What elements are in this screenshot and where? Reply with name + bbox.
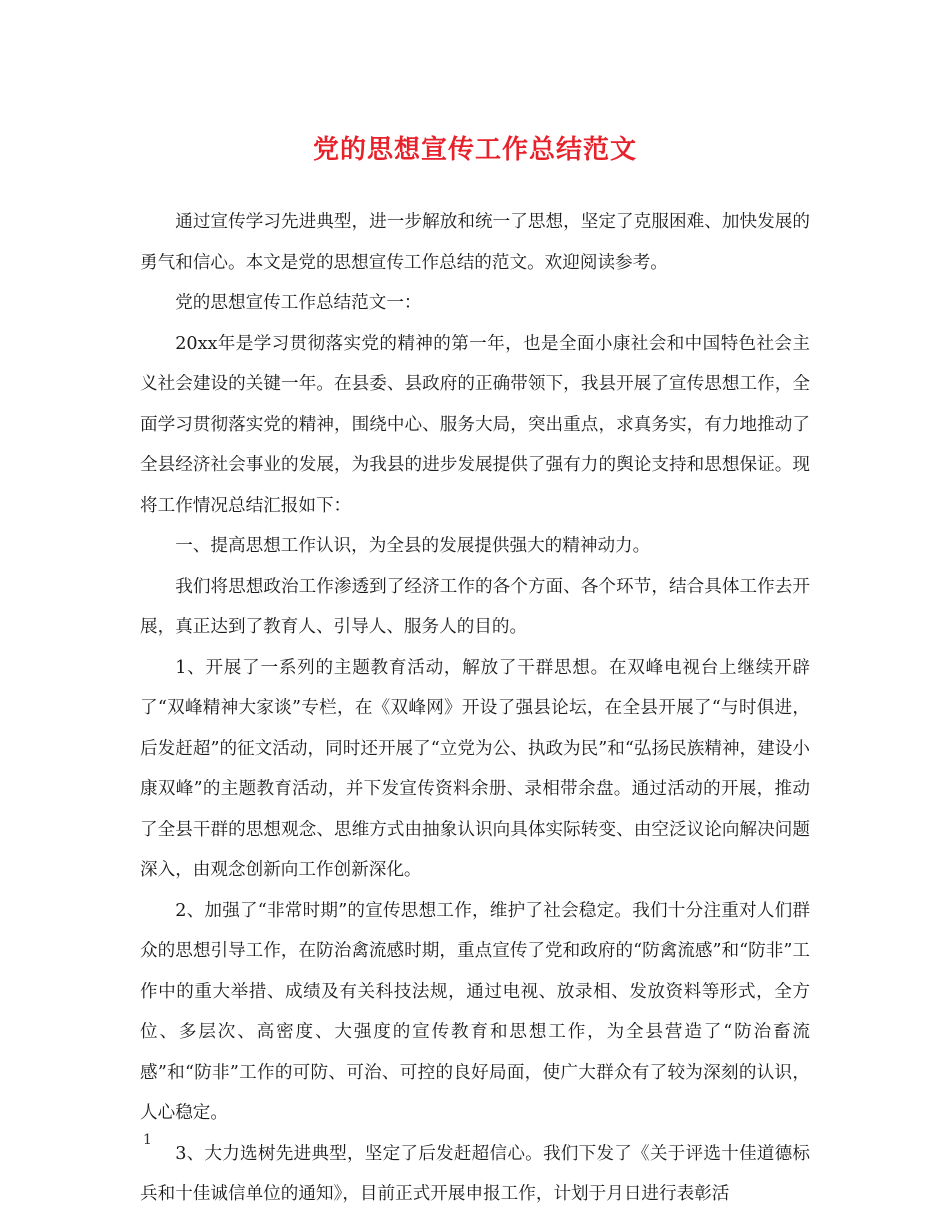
paragraph-item-3: 3、大力选树先进典型，坚定了后发赶超信心。我们下发了《关于评选十佳道德标兵和十佳诚信单位的通知》，目前正式开展申报工作，计划于月日进行表彰活 bbox=[140, 1143, 810, 1204]
document-body bbox=[140, 202, 810, 1215]
paragraph-section-heading: 党的思想宣传工作总结范文一： bbox=[175, 293, 422, 313]
paragraph-intro: 通过宣传学习先进典型，进一步解放和统一了思想，坚定了克服困难、加快发展的勇气和信心。本文是党的思想宣传工作总结的范文。欢迎阅读参考。 bbox=[140, 212, 810, 273]
paragraph-heading-one: 一、提高思想工作认识，为全县的发展提供强大的精神动力。 bbox=[175, 536, 651, 556]
document-title: 党的思想宣传工作总结范文 bbox=[312, 135, 637, 165]
paragraph-item-2: 2、加强了“非常时期”的宣传思想工作，维护了社会稳定。我们十分注重对人们群众的思想引导工作，在防治禽流感时期，重点宣传了党和政府的“防禽流感”和“防非”工作中的重大举措、成绩及有关科技法规，通过电视、放录相、发放资料等形式，全方位、多层次、高密度、大强度的宣传教育和思想工作，为全县营造了“防治畜流感”和“防非”工作的可防、可治、可控的良好局面，使广大群众有了较为深刻的认识，人心稳定。 bbox=[140, 900, 810, 1123]
page-number: 1 bbox=[143, 1132, 152, 1148]
paragraph-approach: 我们将思想政治工作渗透到了经济工作的各个方面、各个环节，结合具体工作去开展，真正达到了教育人、引导人、服务人的目的。 bbox=[140, 576, 810, 637]
paragraph-overview: 20xx年是学习贯彻落实党的精神的第一年，也是全面小康社会和中国特色社会主义社会建设的关键一年。在县委、县政府的正确带领下，我县开展了宣传思想工作，全面学习贯彻落实党的精神，围绕中心、服务大局，突出重点，求真务实，有力地推动了全县经济社会事业的发展，为我县的进步发展提供了强有力的舆论支持和思想保证。现将工作情况总结汇报如下： bbox=[140, 333, 810, 516]
paragraph-item-1: 1、开展了一系列的主题教育活动，解放了干群思想。在双峰电视台上继续开辟了“双峰精神大家谈”专栏，在《双峰网》开设了强县论坛，在全县开展了“与时俱进，后发赶超”的征文活动，同时还开展了“立党为公、执政为民”和“弘扬民族精神，建设小康双峰”的主题教育活动，并下发宣传资料余册、录相带余盘。通过活动的开展，推动了全县干群的思想观念、思维方式由抽象认识向具体实际转变、由空泛议论向解决问题深入，由观念创新向工作创新深化。 bbox=[140, 657, 810, 880]
